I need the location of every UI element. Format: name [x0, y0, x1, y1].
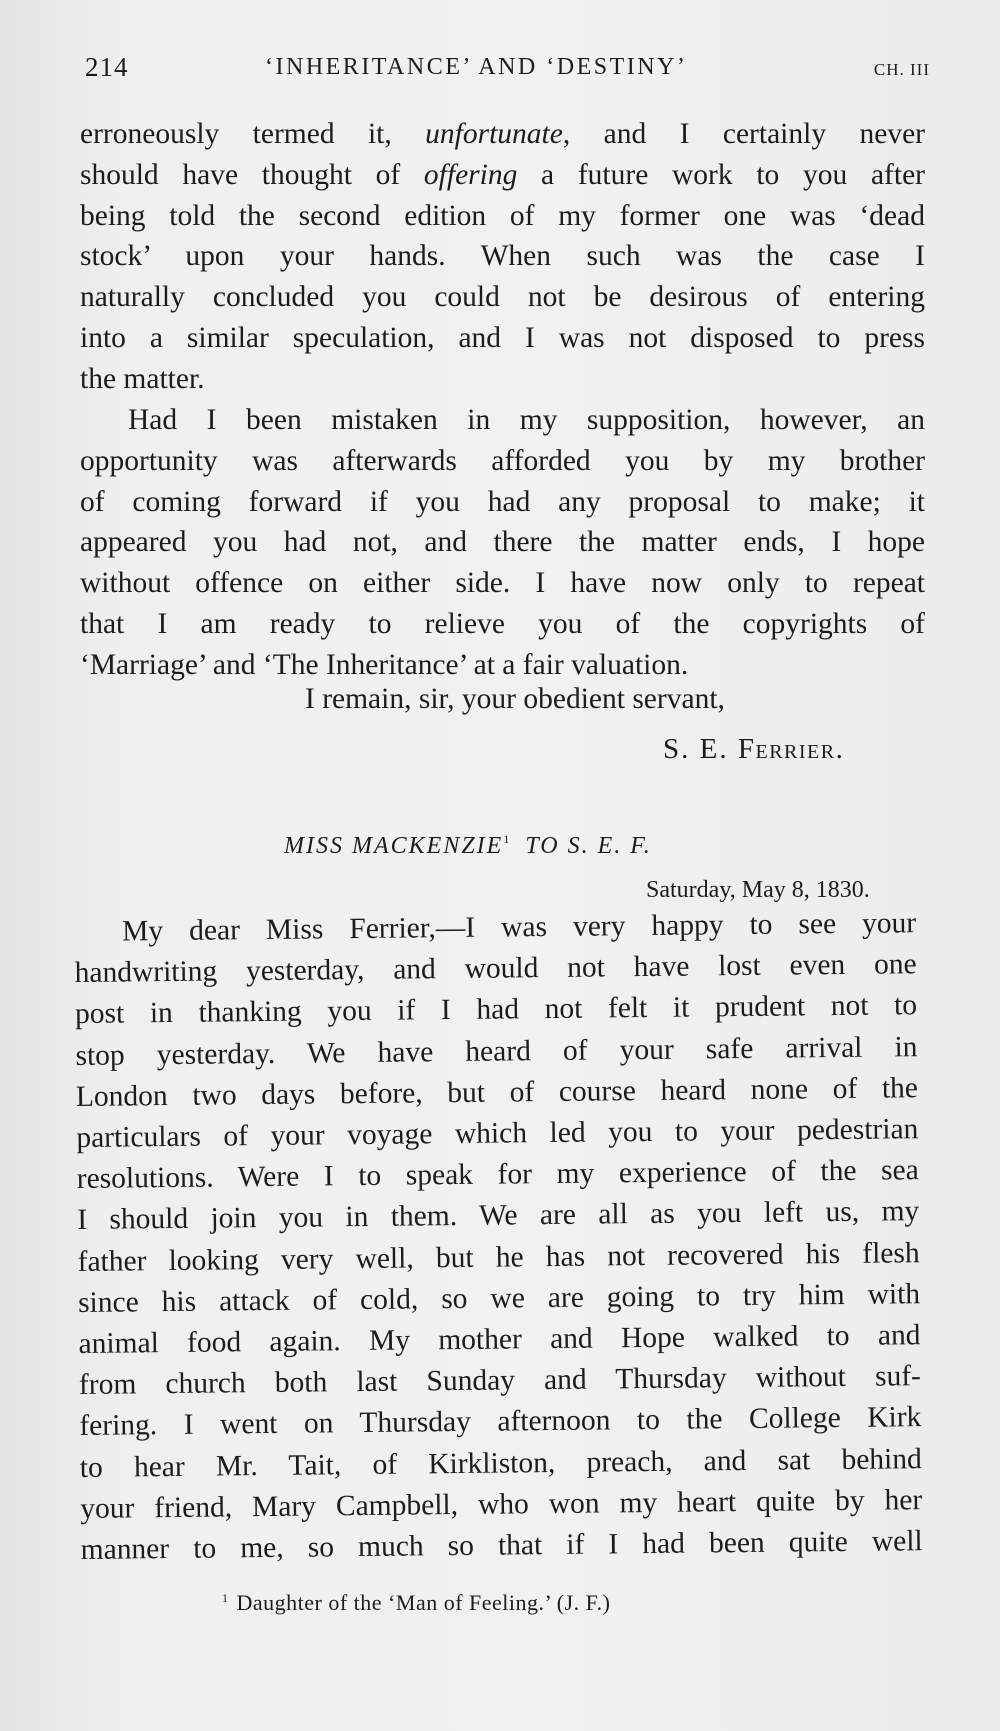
running-title: ‘INHERITANCE’ AND ‘DESTINY’ [265, 54, 688, 80]
second-letter-body [74, 903, 923, 1571]
text-line: opportunity was afterwards afforded you by my brother [80, 444, 925, 477]
text-line: from church both last Sunday and Thursday without suf- [78, 1360, 922, 1402]
text-line: erroneously termed it, unfortunate, and I certainly never [80, 118, 925, 150]
text-line: fering. I went on Thursday afternoon to the College Kirk [79, 1401, 922, 1443]
text-line: resolutions. Were I to speak for my experience of the sea [76, 1154, 919, 1196]
text-line: your friend, Mary Campbell, who won my heart quite by her [80, 1483, 923, 1525]
text-line: ‘Marriage’ and ‘The Inheritance’ at a fair valuation. [80, 648, 689, 681]
text-line: I should join you in them. We are all as you left us, my [77, 1195, 920, 1237]
footnote-marker: 1 [222, 1591, 229, 1605]
letter-closing: I remain, sir, your obedient servant, [305, 683, 725, 715]
text-line: should have thought of offering a future work to you after [80, 158, 925, 191]
text-line: being told the second edition of my former one was ‘dead [80, 199, 925, 232]
chapter-label: CH. III [873, 60, 930, 79]
text-line: particulars of your voyage which led you to your pedestrian [76, 1113, 919, 1155]
emphasis-word: unfortunate [425, 118, 563, 150]
text-line: appeared you had not, and there the matter ends, I hope [80, 526, 925, 559]
page-number: 214 [85, 52, 129, 82]
text-line: that I am ready to relieve you of the copyrights of [80, 607, 925, 640]
text-line: since his attack of cold, so we are going to try him with [77, 1277, 921, 1319]
footnote-marker: 1 [503, 832, 512, 846]
text-line: without offence on either side. I have now only to repeat [80, 567, 925, 600]
text-line: stop yesterday. We have heard of your safe arrival in [75, 1030, 918, 1072]
text-line: naturally concluded you could not be desirous of entering [80, 281, 925, 314]
text-line: of coming forward if you had any proposal to make; it [80, 485, 925, 518]
text-line: post in thanking you if I had not felt it prudent not to [74, 989, 918, 1031]
text-line: stock’ upon your hands. When such was the case I [80, 240, 925, 273]
text-line: handwriting yesterday, and would not have lost even one [74, 948, 917, 990]
page-header [85, 52, 930, 92]
emphasis-word: offering [423, 158, 518, 191]
text-line: Had I been mistaken in my supposition, however, an [128, 404, 925, 436]
letter-heading: MISS MACKENZIE$^1$ TO S. E. F. [284, 832, 652, 859]
text-line: London two days before, but of course heard none of the [75, 1071, 919, 1113]
text-line: father looking very well, but he has not recovered his flesh [77, 1236, 920, 1278]
letter-continuation-paragraph [80, 114, 925, 400]
footnote-text: Daughter of the ‘Man of Feeling.’ (J. F.) [236, 1590, 611, 1615]
text-line: My dear Miss Ferrier,—I was very happy to see your [122, 907, 917, 948]
text-line: animal food again. My mother and Hope walked to and [78, 1319, 921, 1361]
text-line: the matter. [80, 362, 205, 395]
letter-signature: S. E. Ferrier. [663, 733, 845, 765]
text-line: into a similar speculation, and I was not disposed to press [80, 321, 925, 354]
text-line: manner to me, so much so that if I had been quite well [80, 1525, 923, 1567]
letter-paragraph-2 [80, 400, 925, 686]
footnote [222, 1590, 610, 1616]
text-line: to hear Mr. Tait, of Kirkliston, preach, and sat behind [79, 1442, 922, 1484]
letter-date: Saturday, May 8, 1830. [646, 877, 870, 903]
